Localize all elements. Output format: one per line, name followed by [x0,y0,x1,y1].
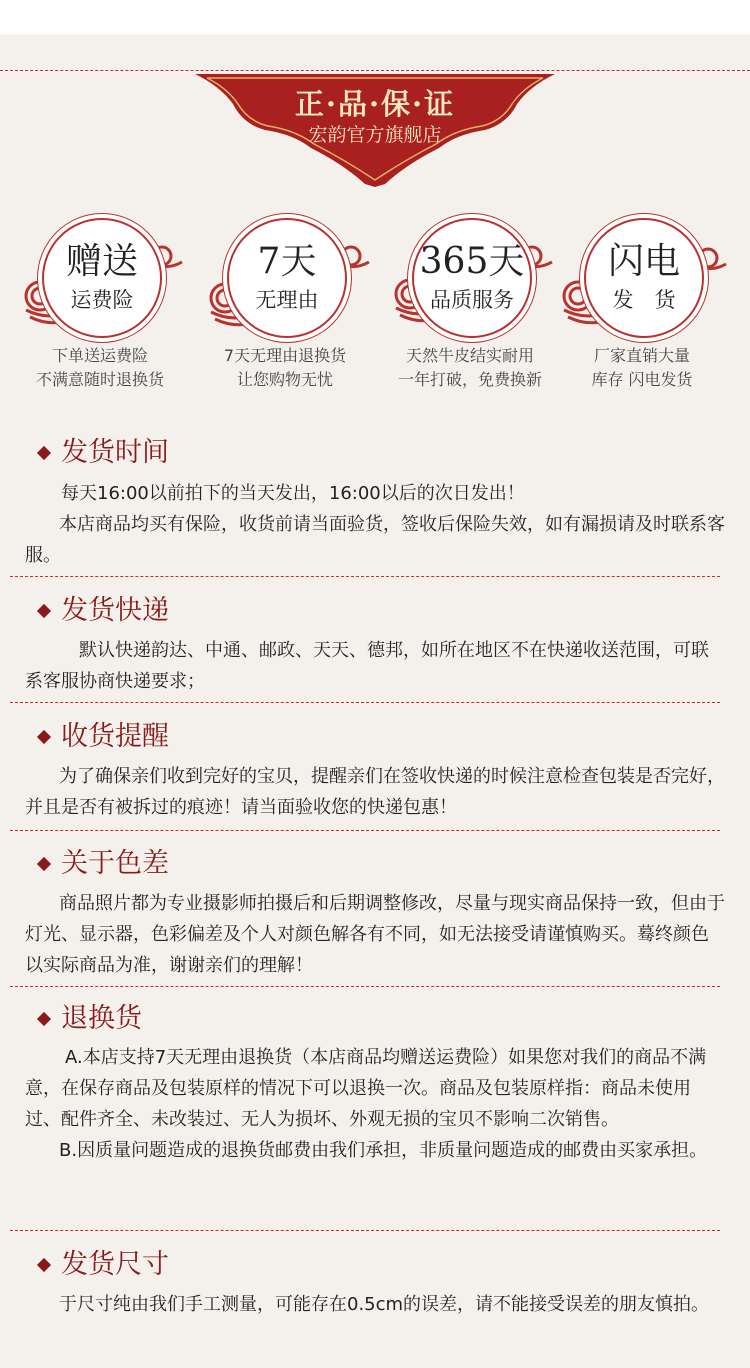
section-paragraph: 于尺寸纯由我们手工测量，可能存在0.5cm的误差，请不能接受误差的朋友慎拍。 [59,1294,710,1315]
section-paragraph: A.本店支持7天无理由退换货（本店商品均赠送运费险）如果您对我们的商品不满意，在保存商品及包装原样的情况下可以退换一次。商品及包装原样指：商品未使用过、配件齐全、未改装过、无人为损坏、外观无损的宝贝不影响二次销售。 [25,1047,707,1130]
section-paragraph: B.因质量问题造成的退换货邮费由我们承担，非质量问题造成的邮费由买家承担。 [59,1140,708,1161]
feature-line2: 品质服务 [430,288,514,312]
diamond-bullet-icon [37,1012,51,1026]
feature-365-days [380,214,560,394]
divider [10,986,720,987]
section-paragraph: 为了确保亲们收到完好的宝贝，提醒亲们在签收快递的时候注意检查包装是否完好，并且是否有被拆过的痕迹！请当面验收您的快递包惠！ [25,766,725,818]
feature-insurance [10,214,190,394]
section-title: 退换货 [25,1000,725,1038]
diamond-bullet-icon [37,446,51,460]
divider [10,702,720,703]
section-color-difference [25,845,725,981]
diamond-bullet-icon [37,1258,51,1272]
section-title: 发货尺寸 [25,1246,725,1284]
section-courier [25,592,725,697]
section-paragraph: 本店商品均买有保险，收货前请当面验货，签收后保险失效，如有漏损请及时联系客服。 [25,514,725,566]
section-title: 关于色差 [25,845,725,883]
feature-line1: 7天 [257,241,317,282]
feature-desc2: 让您购物无忧 [236,370,333,389]
banner-title: 正·品·保·证 [294,87,456,121]
feature-fast-shipping [552,214,732,394]
feature-desc1: 厂家直销大量 [593,346,690,365]
feature-line2: 发 货 [612,288,676,312]
diamond-bullet-icon [37,730,51,744]
feature-desc2: 库存 闪电发货 [591,370,693,389]
feature-desc1: 7天无理由退换货 [223,346,347,365]
banner-subtitle: 宏韵官方旗舰店 [308,124,442,146]
feature-line2: 无理由 [255,288,319,312]
section-title: 发货时间 [25,434,725,472]
divider [0,70,750,71]
feature-desc1: 天然牛皮结实耐用 [405,346,534,365]
feature-line2: 运费险 [70,288,134,312]
divider [10,830,720,831]
feature-seven-days [195,214,375,394]
top-white-strip [0,0,750,34]
divider [10,1230,720,1231]
section-size [25,1246,725,1320]
feature-line1: 赠送 [65,241,138,282]
section-receipt-reminder [25,718,725,823]
section-paragraph: 默认快递韵达、中通、邮政、天天、德邦，如所在地区不在快递收送范围，可联系客服协商快递要求； [25,640,709,692]
diamond-bullet-icon [37,604,51,618]
section-title: 收货提醒 [25,718,725,756]
feature-line1: 闪电 [607,241,680,282]
section-paragraph: 每天16:00以前拍下的当天发出，16:00以后的次日发出！ [61,483,525,504]
section-paragraph: 商品照片都为专业摄影师拍摄后和后期调整修改，尽量与现实商品保持一致，但由于灯光、显示器，色彩偏差及个人对颜色解各有不同，如无法接受请谨慎购买。蓦终颜色以实际商品为准，谢谢亲们的理解！ [25,893,725,976]
feature-line1: 365天 [419,241,525,282]
feature-desc2: 一年打破，免费换新 [397,370,542,389]
feature-desc2: 不满意随时退换货 [35,370,164,389]
divider [10,576,720,577]
section-title: 发货快递 [25,592,725,630]
section-returns [25,1000,725,1166]
diamond-bullet-icon [37,857,51,871]
section-shipping-time [25,434,725,571]
feature-desc1: 下单送运费险 [51,346,148,365]
